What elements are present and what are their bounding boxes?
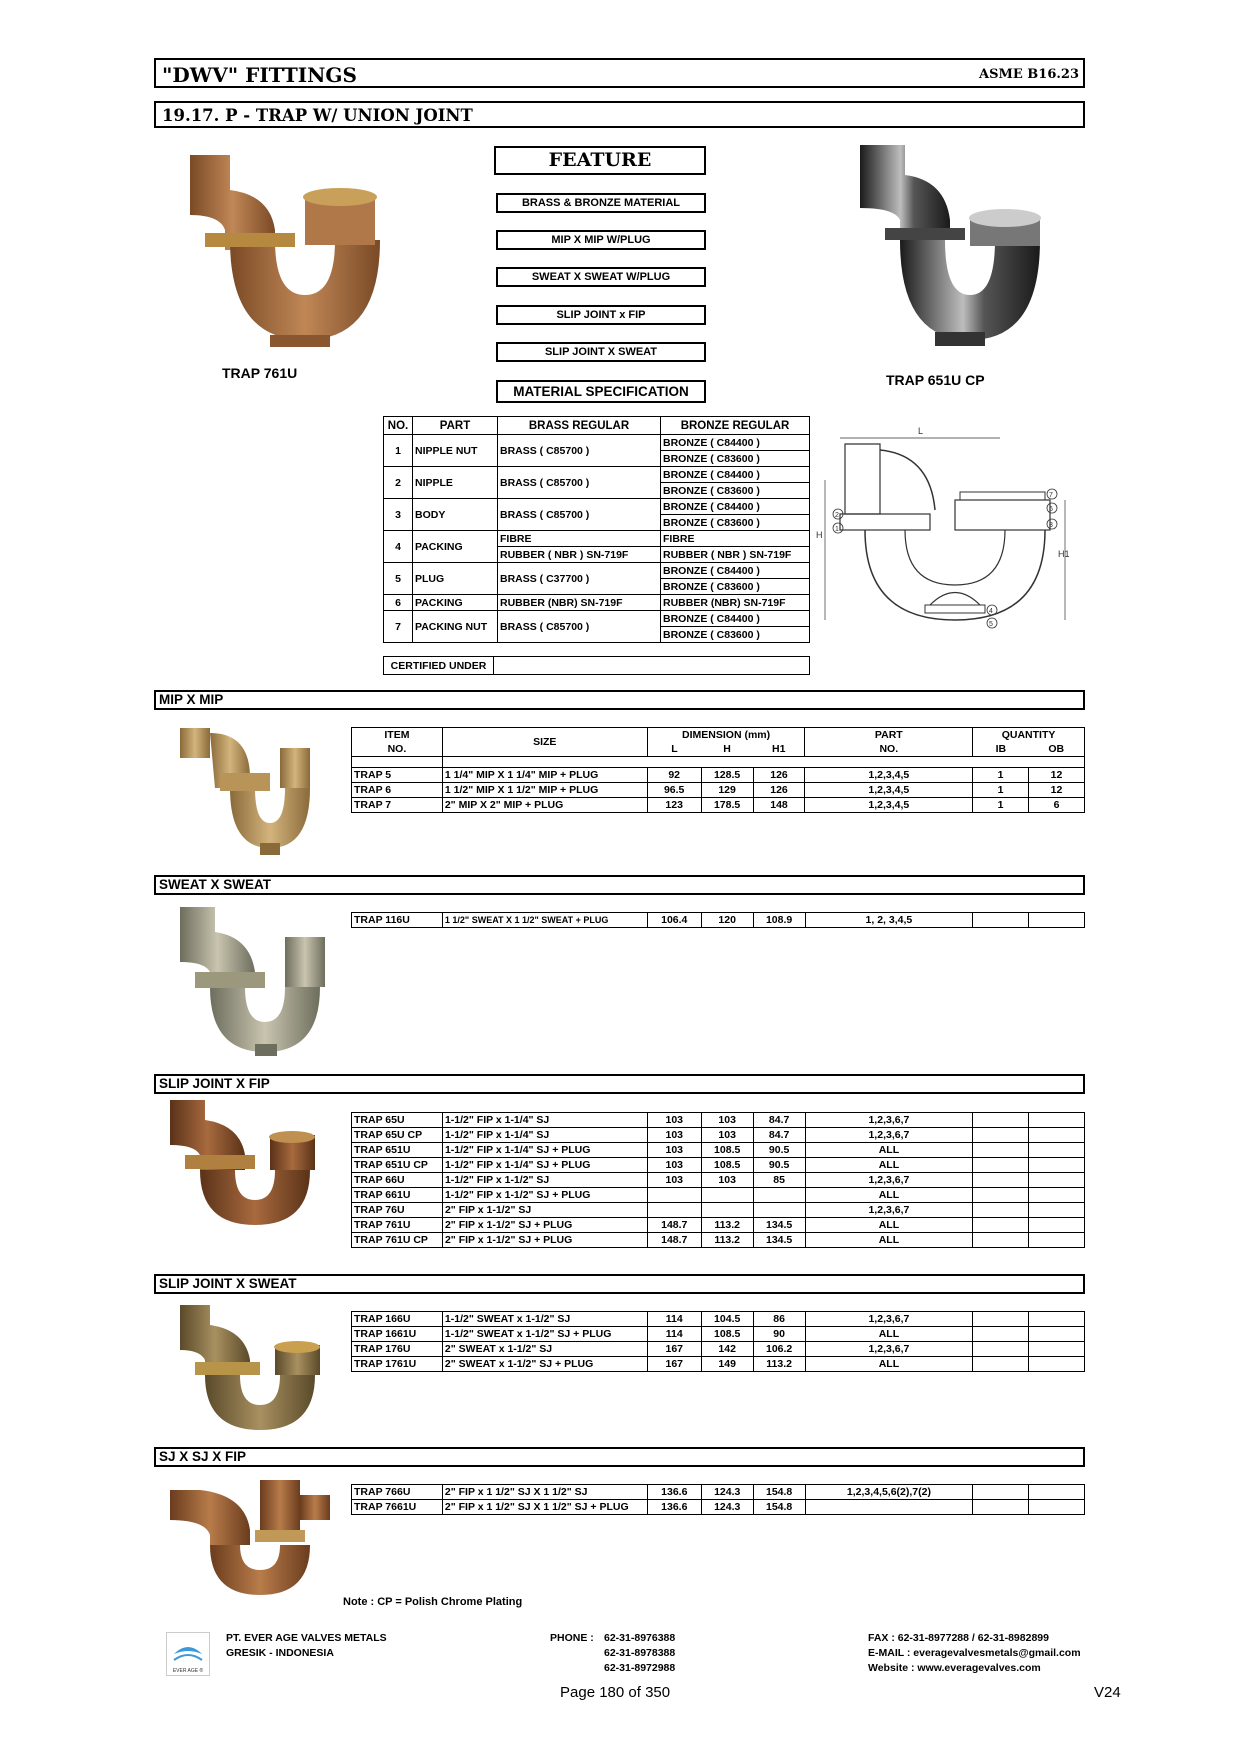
size: 1-1/2" FIP x 1-1/2" SJ + PLUG bbox=[442, 1188, 647, 1203]
qty-ob bbox=[1029, 913, 1085, 928]
feature-item: SWEAT X SWEAT W/PLUG bbox=[496, 267, 706, 287]
dim-h1: 86 bbox=[753, 1312, 805, 1327]
brass-spec: FIBRE bbox=[498, 531, 661, 547]
bronze-spec: RUBBER ( NBR ) SN-719F bbox=[661, 547, 810, 563]
part-no: 1,2,3,6,7 bbox=[805, 1128, 973, 1143]
part-no: 1,2,3,6,7 bbox=[805, 1203, 973, 1218]
trap-photo-sweat bbox=[170, 902, 335, 1057]
table-row bbox=[352, 913, 1085, 928]
dim-h: 113.2 bbox=[701, 1218, 753, 1233]
dim-h1: 134.5 bbox=[753, 1233, 805, 1248]
dim-h1: 84.7 bbox=[753, 1128, 805, 1143]
qty-ib bbox=[973, 1203, 1029, 1218]
size: 2" FIP x 1 1/2" SJ X 1 1/2" SJ + PLUG bbox=[442, 1500, 647, 1515]
qty-ob bbox=[1029, 1113, 1085, 1128]
qty-ib bbox=[973, 1128, 1029, 1143]
part-name: PACKING NUT bbox=[413, 611, 498, 643]
qty-ob bbox=[1029, 1327, 1085, 1342]
certified-table bbox=[383, 656, 810, 675]
bronze-spec: BRONZE ( C83600 ) bbox=[661, 515, 810, 531]
trap-photo-sj-fip bbox=[165, 1095, 330, 1230]
qty-ob: 12 bbox=[1029, 783, 1085, 798]
certified-value bbox=[494, 657, 810, 675]
dim-l: 136.6 bbox=[647, 1500, 701, 1515]
qty-ob: 12 bbox=[1029, 768, 1085, 783]
dim-h1: 126 bbox=[753, 783, 805, 798]
table-row bbox=[352, 1500, 1085, 1515]
qty-ob bbox=[1029, 1203, 1085, 1218]
dim-h1: 113.2 bbox=[753, 1357, 805, 1372]
qty-ib bbox=[973, 1342, 1029, 1357]
sj-fip-table bbox=[351, 1112, 1085, 1248]
bronze-spec: BRONZE ( C84400 ) bbox=[661, 611, 810, 627]
part-no: ALL bbox=[805, 1233, 973, 1248]
part-no: ALL bbox=[805, 1357, 973, 1372]
phone-number: 62-31-8976388 bbox=[604, 1632, 676, 1644]
col-header-ob: OB bbox=[1029, 742, 1085, 757]
feature-item: SLIP JOINT x FIP bbox=[496, 305, 706, 325]
part-name: NIPPLE NUT bbox=[413, 435, 498, 467]
trap-photo-mip bbox=[175, 718, 335, 863]
dim-h: 103 bbox=[701, 1128, 753, 1143]
dim-h1: 90.5 bbox=[753, 1158, 805, 1173]
part-no: ALL bbox=[805, 1327, 973, 1342]
dim-h: 124.3 bbox=[701, 1485, 753, 1500]
col-header-h1: H1 bbox=[753, 742, 805, 757]
standard-label: ASME B16.23 bbox=[979, 67, 1079, 82]
qty-ob bbox=[1029, 1128, 1085, 1143]
part-callout: 5 bbox=[989, 621, 993, 628]
brass-spec: BRASS ( C37700 ) bbox=[498, 563, 661, 595]
dim-l: 106.4 bbox=[647, 913, 701, 928]
dim-h: 149 bbox=[701, 1357, 753, 1372]
spacer-cell bbox=[352, 757, 443, 768]
dim-l: 167 bbox=[647, 1342, 701, 1357]
page-header bbox=[154, 58, 1085, 88]
col-header-part: PART bbox=[805, 728, 973, 743]
bronze-spec: BRONZE ( C83600 ) bbox=[661, 627, 810, 643]
bronze-spec: FIBRE bbox=[661, 531, 810, 547]
dim-h1: 126 bbox=[753, 768, 805, 783]
qty-ib bbox=[973, 1357, 1029, 1372]
item-no: TRAP 651U bbox=[352, 1143, 443, 1158]
page-number: Page 180 of 350 bbox=[560, 1684, 671, 1701]
bronze-spec: BRONZE ( C83600 ) bbox=[661, 579, 810, 595]
part-callout: 2 bbox=[835, 512, 839, 519]
part-no: ALL bbox=[805, 1188, 973, 1203]
bronze-spec: BRONZE ( C84400 ) bbox=[661, 563, 810, 579]
item-no: TRAP 65U CP bbox=[352, 1128, 443, 1143]
dim-l: 96.5 bbox=[647, 783, 701, 798]
dim-h: 120 bbox=[701, 913, 753, 928]
dim-l: 148.7 bbox=[647, 1218, 701, 1233]
qty-ib bbox=[973, 1218, 1029, 1233]
part-no: 3 bbox=[384, 499, 413, 531]
item-no: TRAP 761U CP bbox=[352, 1233, 443, 1248]
dim-h1: 106.2 bbox=[753, 1342, 805, 1357]
dim-l: 114 bbox=[647, 1312, 701, 1327]
trap-photo-sj-sweat bbox=[170, 1300, 335, 1435]
size: 2" SWEAT x 1-1/2" SJ bbox=[442, 1342, 647, 1357]
dim-l: 92 bbox=[647, 768, 701, 783]
item-no: TRAP 1661U bbox=[352, 1327, 443, 1342]
part-callout: 4 bbox=[989, 608, 993, 615]
part-no: ALL bbox=[805, 1143, 973, 1158]
size: 1-1/2" SWEAT x 1-1/2" SJ + PLUG bbox=[442, 1327, 647, 1342]
part-no: 6 bbox=[384, 595, 413, 611]
item-no: TRAP 761U bbox=[352, 1218, 443, 1233]
dim-h: 103 bbox=[701, 1113, 753, 1128]
dim-h1: 154.8 bbox=[753, 1500, 805, 1515]
item-no: TRAP 6 bbox=[352, 783, 443, 798]
item-no: TRAP 66U bbox=[352, 1173, 443, 1188]
table-row bbox=[352, 1173, 1085, 1188]
dim-h: 108.5 bbox=[701, 1143, 753, 1158]
part-no: 5 bbox=[384, 563, 413, 595]
dim-h bbox=[701, 1203, 753, 1218]
qty-ib bbox=[973, 1485, 1029, 1500]
size: 2" FIP x 1-1/2" SJ + PLUG bbox=[442, 1233, 647, 1248]
table-row bbox=[352, 1233, 1085, 1248]
certified-label: CERTIFIED UNDER bbox=[384, 657, 494, 675]
dim-l: 136.6 bbox=[647, 1485, 701, 1500]
size: 2" MIP X 2" MIP + PLUG bbox=[442, 798, 647, 813]
part-no: 1,2,3,6,7 bbox=[805, 1113, 973, 1128]
dim-h: 103 bbox=[701, 1173, 753, 1188]
col-header-l: L bbox=[647, 742, 701, 757]
dim-label-h1: H1 bbox=[1058, 549, 1070, 559]
dim-h1 bbox=[753, 1203, 805, 1218]
sweat-table bbox=[351, 912, 1085, 928]
qty-ob bbox=[1029, 1342, 1085, 1357]
dim-h: 113.2 bbox=[701, 1233, 753, 1248]
brass-spec: BRASS ( C85700 ) bbox=[498, 611, 661, 643]
part-no: 1,2,3,6,7 bbox=[805, 1173, 973, 1188]
dim-h: 142 bbox=[701, 1342, 753, 1357]
qty-ob bbox=[1029, 1173, 1085, 1188]
sj-sweat-table bbox=[351, 1311, 1085, 1372]
bronze-spec: BRONZE ( C84400 ) bbox=[661, 499, 810, 515]
part-name: PLUG bbox=[413, 563, 498, 595]
sj-sj-fip-table bbox=[351, 1484, 1085, 1515]
bronze-spec: BRONZE ( C83600 ) bbox=[661, 451, 810, 467]
part-no: 1, 2, 3,4,5 bbox=[805, 913, 973, 928]
dim-h: 178.5 bbox=[701, 798, 753, 813]
qty-ob bbox=[1029, 1188, 1085, 1203]
item-no: TRAP 7 bbox=[352, 798, 443, 813]
table-row bbox=[352, 1188, 1085, 1203]
qty-ib: 1 bbox=[973, 783, 1029, 798]
size: 1-1/2" FIP x 1-1/4" SJ bbox=[442, 1113, 647, 1128]
dim-h1: 148 bbox=[753, 798, 805, 813]
dim-l: 167 bbox=[647, 1357, 701, 1372]
note-text: Note : CP = Polish Chrome Plating bbox=[343, 1596, 523, 1608]
qty-ib bbox=[973, 1233, 1029, 1248]
dim-h: 104.5 bbox=[701, 1312, 753, 1327]
item-no: TRAP 661U bbox=[352, 1188, 443, 1203]
company-logo bbox=[166, 1632, 210, 1676]
part-callout: 1 bbox=[835, 526, 839, 533]
part-name: BODY bbox=[413, 499, 498, 531]
section-title: 19.17. P - TRAP W/ UNION JOINT bbox=[162, 106, 473, 125]
qty-ob bbox=[1029, 1218, 1085, 1233]
table-row bbox=[352, 1327, 1085, 1342]
table-row bbox=[352, 1203, 1085, 1218]
size: 2" FIP x 1 1/2" SJ X 1 1/2" SJ bbox=[442, 1485, 647, 1500]
company-name: PT. EVER AGE VALVES METALS bbox=[226, 1632, 387, 1644]
qty-ib bbox=[973, 1188, 1029, 1203]
part-no: 2 bbox=[384, 467, 413, 499]
size: 2" FIP x 1-1/2" SJ + PLUG bbox=[442, 1218, 647, 1233]
item-no: TRAP 5 bbox=[352, 768, 443, 783]
dim-h: 129 bbox=[701, 783, 753, 798]
dim-h bbox=[701, 1188, 753, 1203]
col-header-ib: IB bbox=[973, 742, 1029, 757]
feature-item: SLIP JOINT X SWEAT bbox=[496, 342, 706, 362]
col-header-dimension: DIMENSION (mm) bbox=[647, 728, 805, 743]
dim-h1: 154.8 bbox=[753, 1485, 805, 1500]
part-no: 1,2,3,4,5 bbox=[805, 768, 973, 783]
col-header-no: NO. bbox=[352, 742, 443, 757]
qty-ib bbox=[973, 1113, 1029, 1128]
table-row bbox=[352, 1342, 1085, 1357]
brass-spec: BRASS ( C85700 ) bbox=[498, 499, 661, 531]
qty-ob bbox=[1029, 1312, 1085, 1327]
brass-spec: RUBBER ( NBR ) SN-719F bbox=[498, 547, 661, 563]
trap-photo-chrome bbox=[835, 140, 1050, 350]
section-bar-sj-sj-fip: SJ X SJ X FIP bbox=[154, 1447, 1085, 1467]
part-no: 1,2,3,6,7 bbox=[805, 1312, 973, 1327]
qty-ob bbox=[1029, 1158, 1085, 1173]
part-callout: 7 bbox=[1049, 492, 1053, 499]
table-row bbox=[352, 1128, 1085, 1143]
feature-title: FEATURE bbox=[548, 149, 652, 171]
logo-text: EVER AGE ® bbox=[172, 1668, 204, 1674]
qty-ob bbox=[1029, 1357, 1085, 1372]
item-no: TRAP 766U bbox=[352, 1485, 443, 1500]
dim-h1: 108.9 bbox=[753, 913, 805, 928]
feature-item: BRASS & BRONZE MATERIAL bbox=[496, 193, 706, 213]
dim-l: 103 bbox=[647, 1113, 701, 1128]
qty-ob bbox=[1029, 1500, 1085, 1515]
part-callout: 3 bbox=[1049, 522, 1053, 529]
size: 1 1/4" MIP X 1 1/4" MIP + PLUG bbox=[442, 768, 647, 783]
part-no: 1,2,3,4,5,6(2),7(2) bbox=[805, 1485, 973, 1500]
feature-title-box bbox=[494, 146, 706, 175]
table-row bbox=[352, 1218, 1085, 1233]
table-row bbox=[352, 783, 1085, 798]
dim-h: 124.3 bbox=[701, 1500, 753, 1515]
dim-label-l: L bbox=[918, 426, 924, 436]
size: 1-1/2" FIP x 1-1/2" SJ bbox=[442, 1173, 647, 1188]
col-header-h: H bbox=[701, 742, 753, 757]
part-no: ALL bbox=[805, 1158, 973, 1173]
col-header-part-no: NO. bbox=[805, 742, 973, 757]
bronze-spec: RUBBER (NBR) SN-719F bbox=[661, 595, 810, 611]
page-title: "DWV" FITTINGS bbox=[162, 63, 357, 87]
trap-technical-drawing bbox=[816, 420, 1085, 628]
part-name: PACKING bbox=[413, 595, 498, 611]
fax-text: FAX : 62-31-8977288 / 62-31-8982899 bbox=[868, 1632, 1049, 1644]
dim-l: 103 bbox=[647, 1143, 701, 1158]
website-text: Website : www.everagevalves.com bbox=[868, 1662, 1041, 1674]
qty-ib bbox=[973, 1173, 1029, 1188]
item-no: TRAP 116U bbox=[352, 913, 443, 928]
qty-ob bbox=[1029, 1485, 1085, 1500]
dim-l: 123 bbox=[647, 798, 701, 813]
size: 1 1/2" SWEAT X 1 1/2" SWEAT + PLUG bbox=[442, 913, 647, 928]
material-spec-table bbox=[383, 416, 810, 643]
item-no: TRAP 166U bbox=[352, 1312, 443, 1327]
item-no: TRAP 65U bbox=[352, 1113, 443, 1128]
section-bar-sweat: SWEAT X SWEAT bbox=[154, 875, 1085, 895]
part-no: 1,2,3,4,5 bbox=[805, 783, 973, 798]
bronze-spec: BRONZE ( C83600 ) bbox=[661, 483, 810, 499]
item-no: TRAP 651U CP bbox=[352, 1158, 443, 1173]
dim-l: 114 bbox=[647, 1327, 701, 1342]
size: 1-1/2" FIP x 1-1/4" SJ bbox=[442, 1128, 647, 1143]
section-bar-sj-sweat: SLIP JOINT X SWEAT bbox=[154, 1274, 1085, 1294]
dim-h1 bbox=[753, 1188, 805, 1203]
table-row bbox=[352, 1113, 1085, 1128]
table-row bbox=[352, 1158, 1085, 1173]
mip-table bbox=[351, 727, 1085, 813]
dim-l bbox=[647, 1203, 701, 1218]
spacer-cell bbox=[442, 757, 1084, 768]
material-spec-title: MATERIAL SPECIFICATION bbox=[496, 380, 706, 403]
phone-number: 62-31-8978388 bbox=[604, 1647, 676, 1659]
dim-h1: 84.7 bbox=[753, 1113, 805, 1128]
col-header: BRASS REGULAR bbox=[498, 417, 661, 435]
qty-ib bbox=[973, 1143, 1029, 1158]
dim-h1: 85 bbox=[753, 1173, 805, 1188]
qty-ob bbox=[1029, 1233, 1085, 1248]
item-no: TRAP 7661U bbox=[352, 1500, 443, 1515]
part-callout: 6 bbox=[1049, 506, 1053, 513]
table-row bbox=[352, 1357, 1085, 1372]
dim-h1: 90 bbox=[753, 1327, 805, 1342]
qty-ib: 1 bbox=[973, 768, 1029, 783]
dim-l: 148.7 bbox=[647, 1233, 701, 1248]
version-label: V24 bbox=[1094, 1684, 1121, 1701]
phone-number: 62-31-8972988 bbox=[604, 1662, 676, 1674]
part-no: 1,2,3,6,7 bbox=[805, 1342, 973, 1357]
item-no: TRAP 1761U bbox=[352, 1357, 443, 1372]
bronze-spec: BRONZE ( C84400 ) bbox=[661, 467, 810, 483]
size: 1-1/2" SWEAT x 1-1/2" SJ bbox=[442, 1312, 647, 1327]
part-name: NIPPLE bbox=[413, 467, 498, 499]
dim-h: 108.5 bbox=[701, 1327, 753, 1342]
size: 1 1/2" MIP X 1 1/2" MIP + PLUG bbox=[442, 783, 647, 798]
dim-l: 103 bbox=[647, 1158, 701, 1173]
feature-item: MIP X MIP W/PLUG bbox=[496, 230, 706, 250]
col-header: NO. bbox=[384, 417, 413, 435]
qty-ib: 1 bbox=[973, 798, 1029, 813]
qty-ib bbox=[973, 1158, 1029, 1173]
dim-h1: 90.5 bbox=[753, 1143, 805, 1158]
trap-photo-sj-sj-fip bbox=[165, 1470, 340, 1600]
section-bar-mip: MIP X MIP bbox=[154, 690, 1085, 710]
phone-label: PHONE : bbox=[550, 1632, 594, 1644]
brass-spec: BRASS ( C85700 ) bbox=[498, 435, 661, 467]
brass-spec: BRASS ( C85700 ) bbox=[498, 467, 661, 499]
dim-h1: 134.5 bbox=[753, 1218, 805, 1233]
size: 2" SWEAT x 1-1/2" SJ + PLUG bbox=[442, 1357, 647, 1372]
trap-photo-bronze bbox=[170, 145, 385, 350]
part-no: 1 bbox=[384, 435, 413, 467]
item-no: TRAP 176U bbox=[352, 1342, 443, 1357]
table-row bbox=[352, 1312, 1085, 1327]
part-no: 1,2,3,4,5 bbox=[805, 798, 973, 813]
col-header: PART bbox=[413, 417, 498, 435]
table-row bbox=[352, 1485, 1085, 1500]
dim-h: 128.5 bbox=[701, 768, 753, 783]
size: 1-1/2" FIP x 1-1/4" SJ + PLUG bbox=[442, 1143, 647, 1158]
item-no: TRAP 76U bbox=[352, 1203, 443, 1218]
dim-l bbox=[647, 1188, 701, 1203]
part-name: PACKING bbox=[413, 531, 498, 563]
part-no bbox=[805, 1500, 973, 1515]
col-header-item: ITEM bbox=[352, 728, 443, 743]
size: 1-1/2" FIP x 1-1/4" SJ + PLUG bbox=[442, 1158, 647, 1173]
qty-ob: 6 bbox=[1029, 798, 1085, 813]
dim-label-h: H bbox=[816, 530, 823, 540]
dim-l: 103 bbox=[647, 1128, 701, 1143]
col-header-size: SIZE bbox=[442, 728, 647, 757]
table-row bbox=[352, 798, 1085, 813]
qty-ib bbox=[973, 1500, 1029, 1515]
dim-l: 103 bbox=[647, 1173, 701, 1188]
dim-h: 108.5 bbox=[701, 1158, 753, 1173]
email-text: E-MAIL : everagevalvesmetals@gmail.com bbox=[868, 1647, 1081, 1659]
part-no: ALL bbox=[805, 1218, 973, 1233]
part-no: 4 bbox=[384, 531, 413, 563]
qty-ib bbox=[973, 913, 1029, 928]
table-row bbox=[352, 768, 1085, 783]
table-row bbox=[352, 1143, 1085, 1158]
col-header-quantity: QUANTITY bbox=[973, 728, 1085, 743]
part-no: 7 bbox=[384, 611, 413, 643]
section-bar-sj-fip: SLIP JOINT X FIP bbox=[154, 1074, 1085, 1094]
col-header: BRONZE REGULAR bbox=[661, 417, 810, 435]
size: 2" FIP x 1-1/2" SJ bbox=[442, 1203, 647, 1218]
bronze-spec: BRONZE ( C84400 ) bbox=[661, 435, 810, 451]
photo-caption-left: TRAP 761U bbox=[222, 365, 298, 381]
qty-ob bbox=[1029, 1143, 1085, 1158]
section-header bbox=[154, 101, 1085, 128]
qty-ib bbox=[973, 1327, 1029, 1342]
company-city: GRESIK - INDONESIA bbox=[226, 1647, 334, 1659]
qty-ib bbox=[973, 1312, 1029, 1327]
brass-spec: RUBBER (NBR) SN-719F bbox=[498, 595, 661, 611]
photo-caption-right: TRAP 651U CP bbox=[886, 372, 985, 388]
